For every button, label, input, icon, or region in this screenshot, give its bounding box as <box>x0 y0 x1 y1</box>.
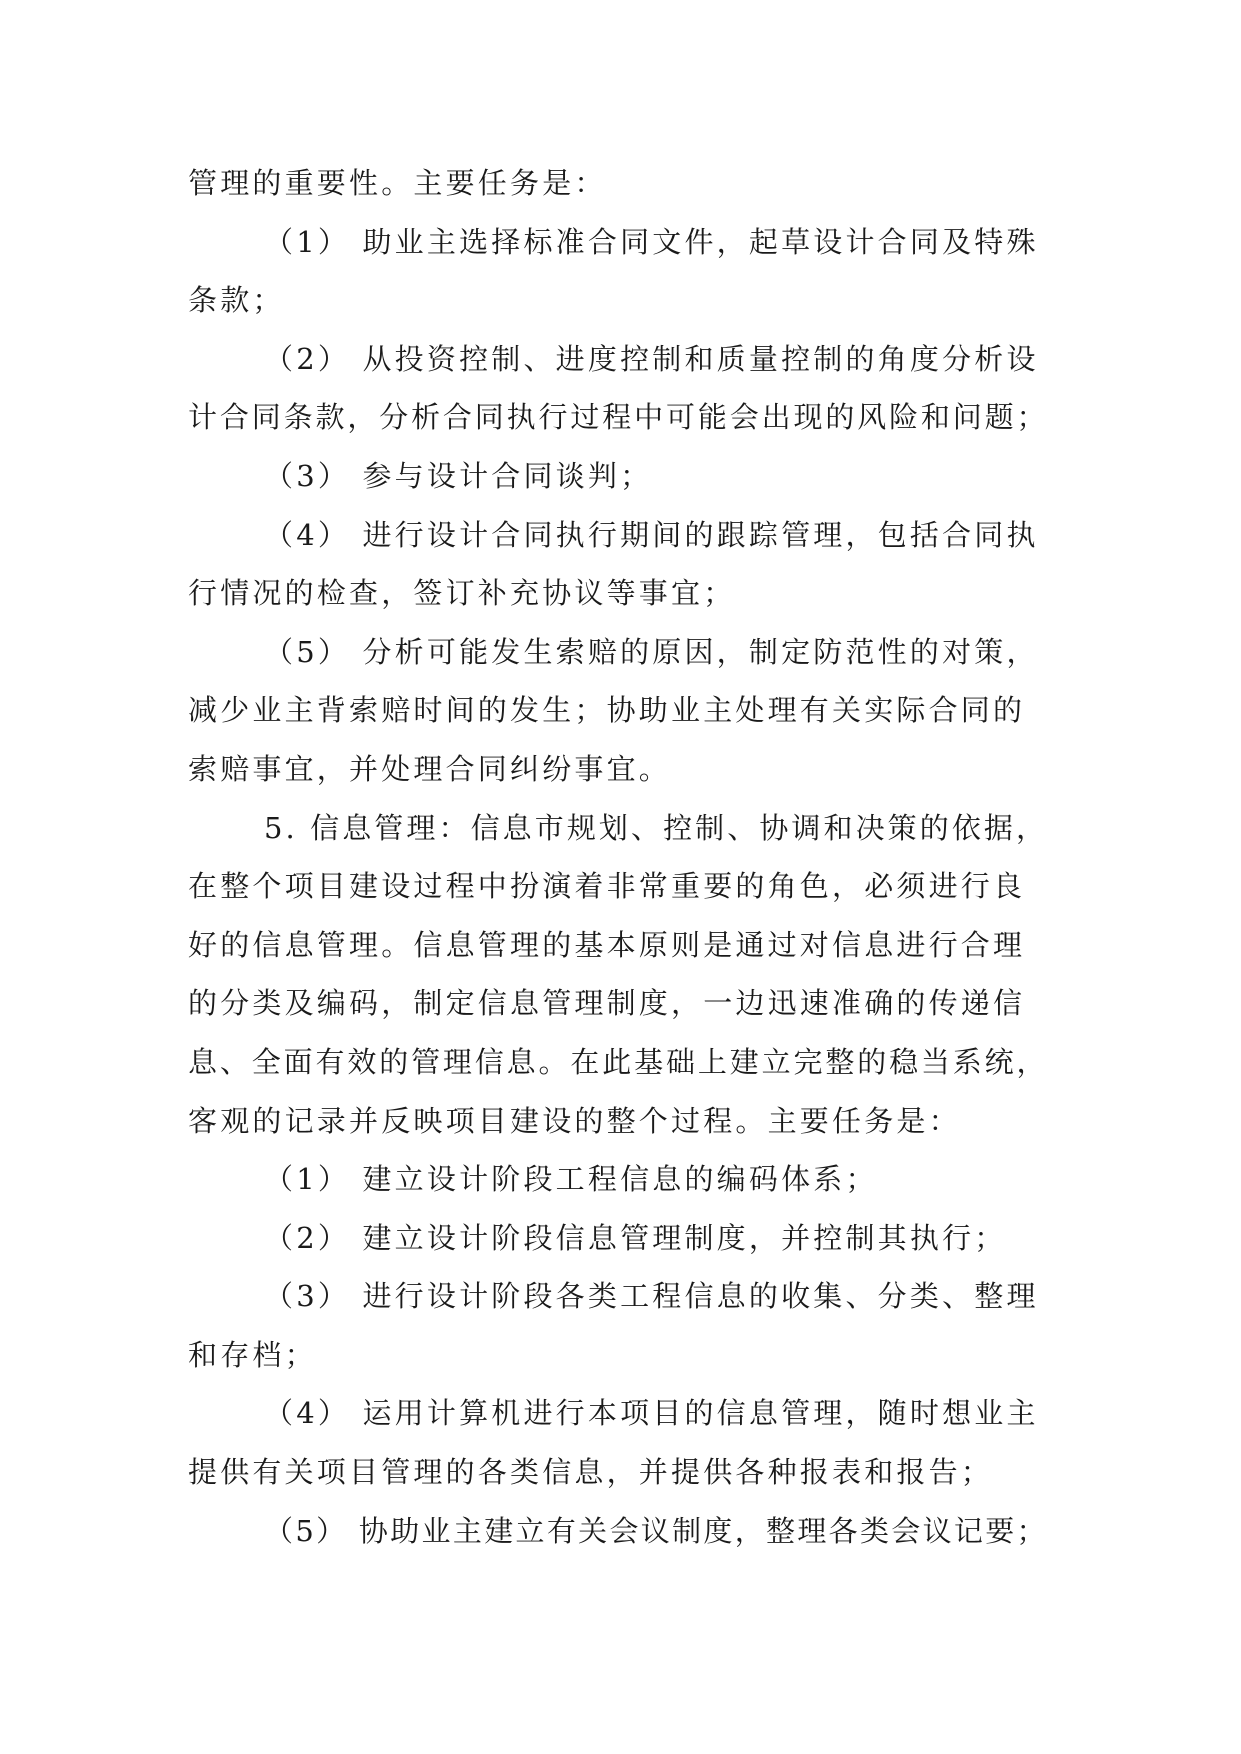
text-line: 减少业主背索赔时间的发生；协助业主处理有关实际合同的 <box>188 693 1026 728</box>
text-line: （1） 助业主选择标准合同文件，起草设计合同及特殊 <box>264 224 1039 259</box>
text-line: 提供有关项目管理的各类信息，并提供各种报表和报告； <box>188 1455 994 1490</box>
text-line: （2） 建立设计阶段信息管理制度，并控制其执行； <box>264 1220 1007 1255</box>
text-line: 客观的记录并反映项目建设的整个过程。主要任务是： <box>188 1103 961 1138</box>
text-line: （3） 参与设计合同谈判； <box>264 458 653 493</box>
text-line: 的分类及编码，制定信息管理制度，一边迅速准确的传递信 <box>188 986 1026 1021</box>
text-line: （4） 运用计算机进行本项目的信息管理，随时想业主 <box>264 1396 1039 1431</box>
text-line: 好的信息管理。信息管理的基本原则是通过对信息进行合理 <box>188 927 1026 962</box>
text-line: （5） 分析可能发生索赔的原因，制定防范性的对策， <box>264 634 1039 669</box>
document-body <box>188 154 1048 1560</box>
text-line: 索赔事宜，并处理合同纠纷事宜。 <box>188 751 672 786</box>
text-line: 行情况的检查，签订补充协议等事宜； <box>188 576 736 611</box>
text-line: 计合同条款，分析合同执行过程中可能会出现的风险和问题； <box>188 400 1049 435</box>
text-line: 和存档； <box>188 1337 317 1372</box>
text-line: （3） 进行设计阶段各类工程信息的收集、分类、整理 <box>264 1279 1039 1314</box>
text-line: 息、全面有效的管理信息。在此基础上建立完整的稳当系统， <box>188 1044 1049 1079</box>
text-line: 条款； <box>188 283 285 318</box>
text-line: 在整个项目建设过程中扮演着非常重要的角色，必须进行良 <box>188 869 1026 904</box>
text-line: 管理的重要性。主要任务是： <box>188 166 607 200</box>
text-line: （4） 进行设计合同执行期间的跟踪管理，包括合同执 <box>264 517 1039 552</box>
text-line: （5） 协助业主建立有关会议制度，整理各类会议记要； <box>264 1513 1048 1548</box>
text-line: 5. 信息管理：信息市规划、控制、协调和决策的依据， <box>264 810 1049 845</box>
text-line: （2） 从投资控制、进度控制和质量控制的角度分析设 <box>264 341 1039 376</box>
text-line: （1） 建立设计阶段工程信息的编码体系； <box>264 1162 878 1197</box>
